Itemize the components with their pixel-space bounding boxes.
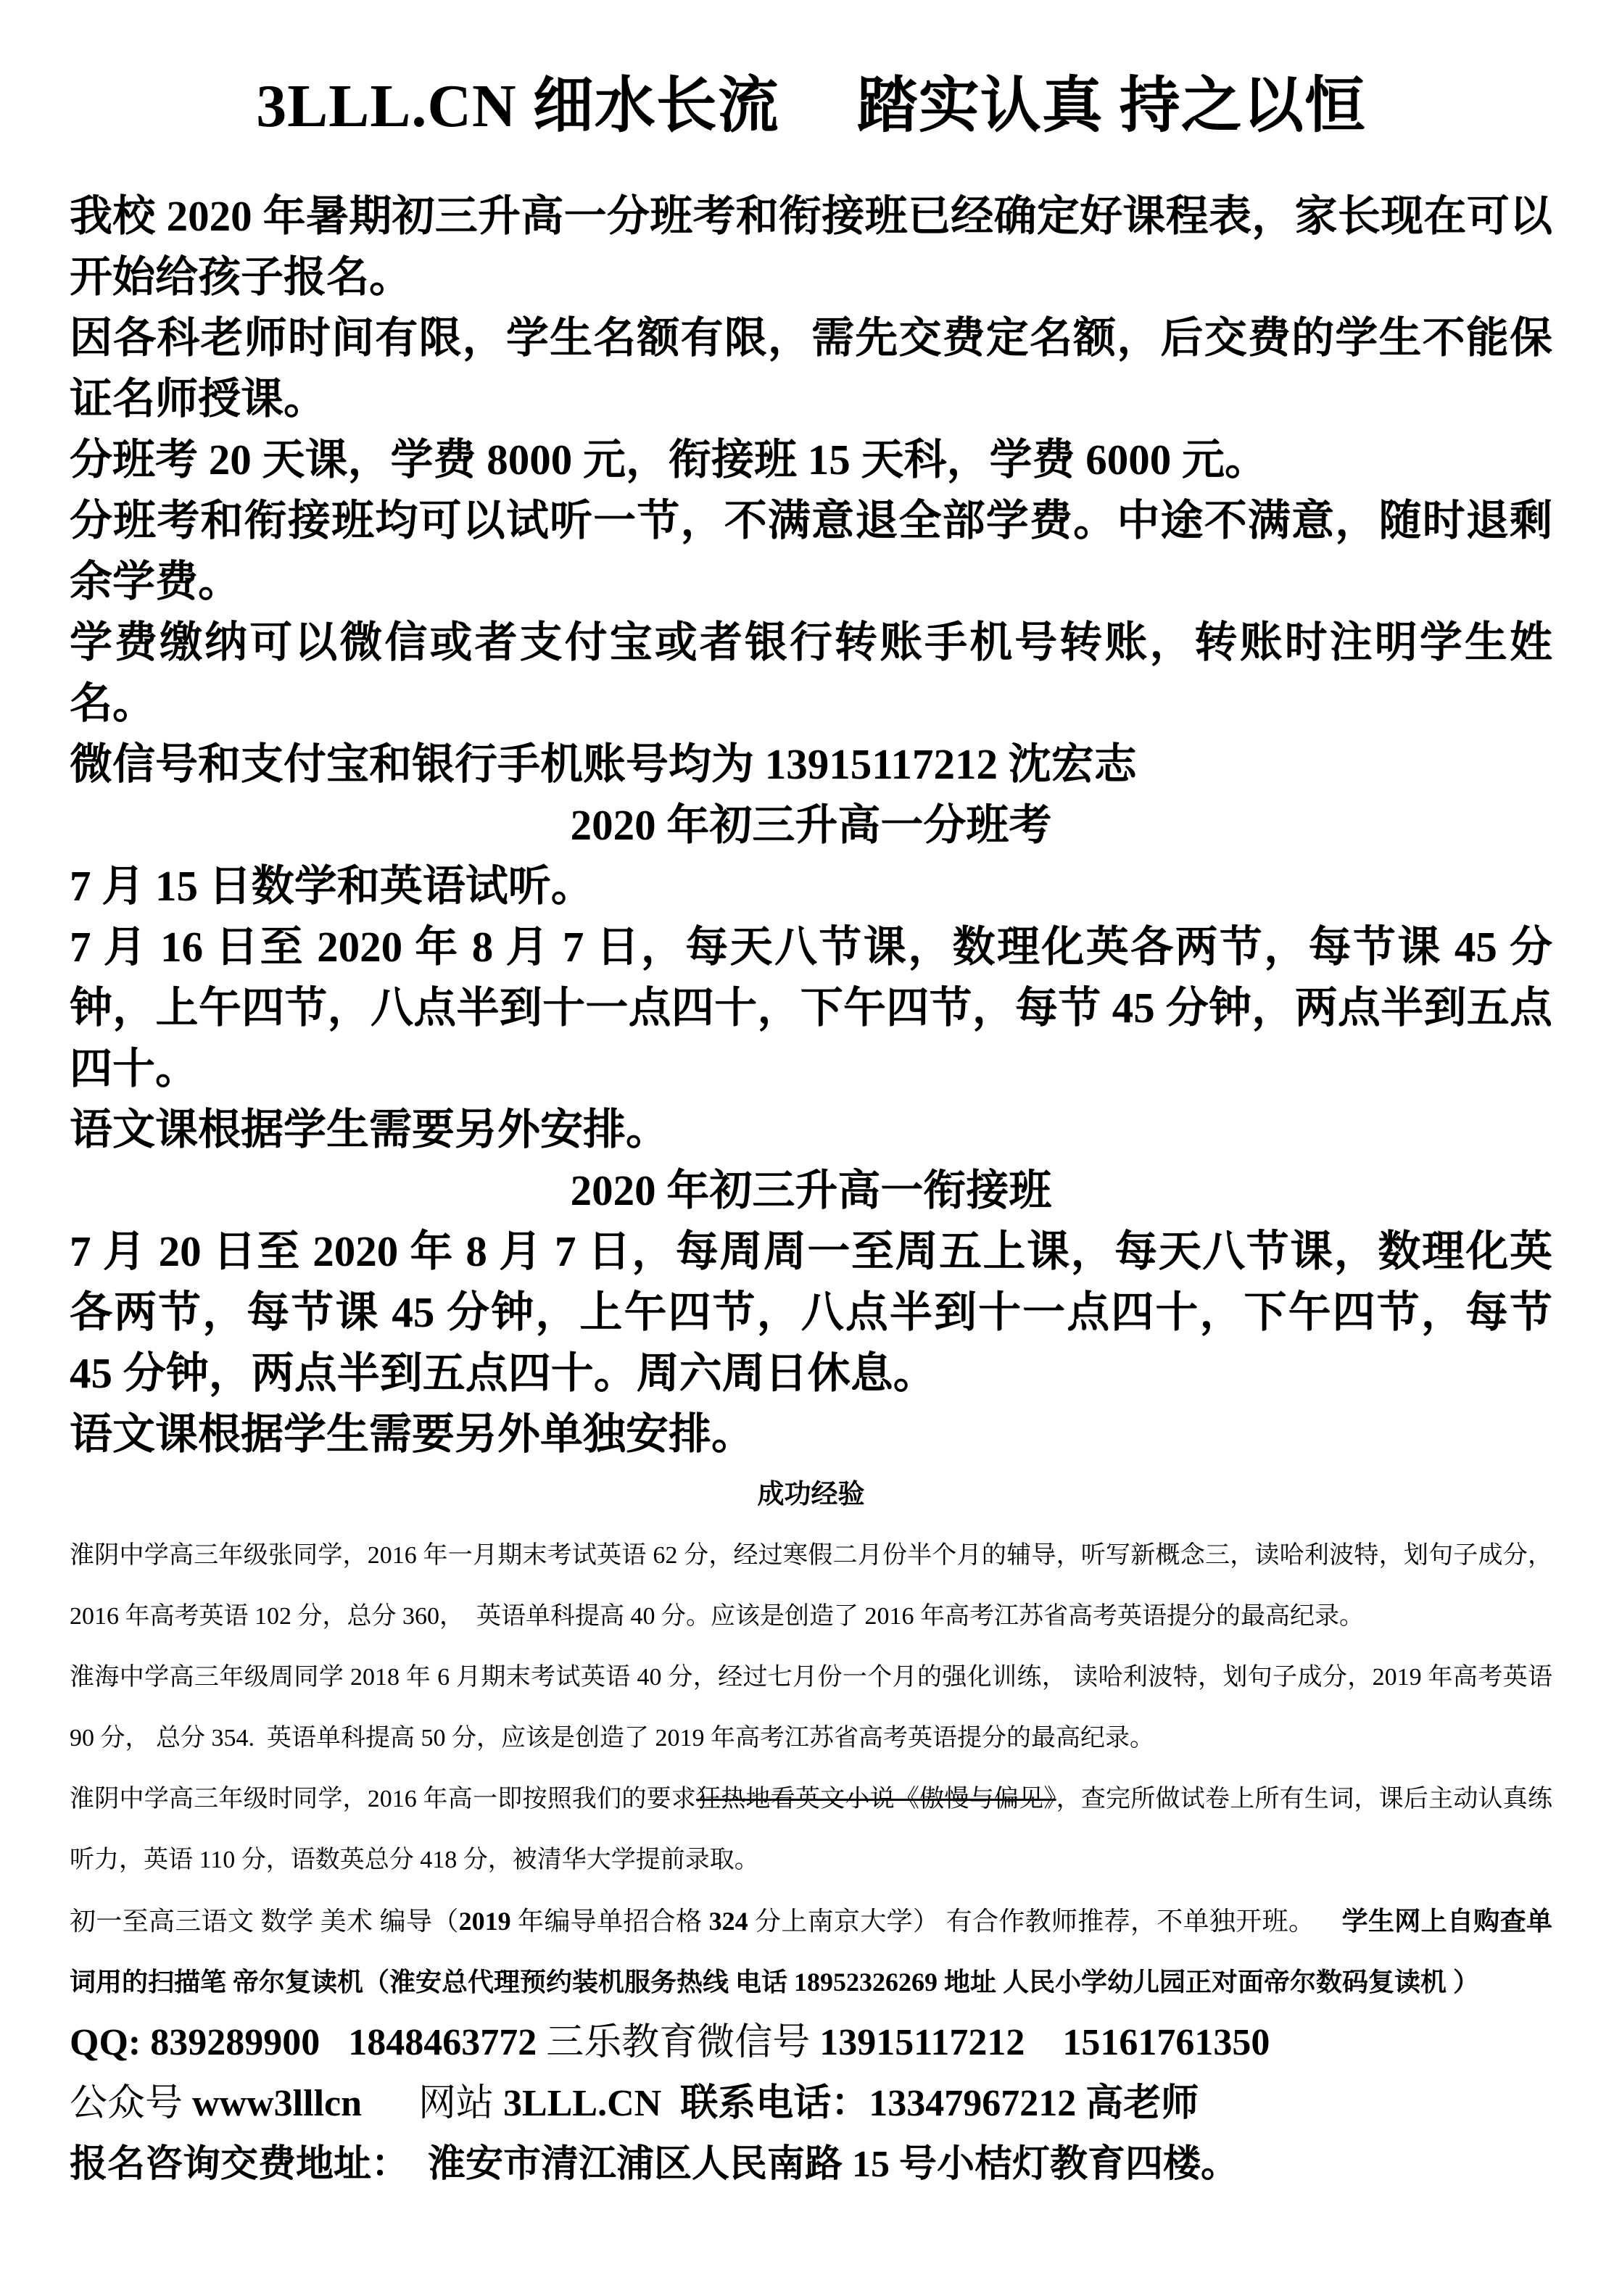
courses-score-number: 324	[708, 1907, 748, 1936]
website-value: 3LLL.CN	[503, 2083, 662, 2124]
placement-exam-paragraph-1: 7 月 15 日数学和英语试听。	[70, 862, 594, 910]
success-story-3-strikethrough-text: 狂热地看英文小说《傲慢与偏见》	[696, 1786, 1056, 1812]
scanner-pen-notice-text: 学生网上自购查单词用的扫描笔 帝尔复读机（淮安总代理预约装机服务热线 电话 18952326269 地址 人民小学幼儿园正对面帝尔数码复读机 ）	[70, 1907, 1552, 1997]
website-label: 网站	[362, 2083, 504, 2124]
bridge-class-paragraph-2: 语文课根据学生需要另外单独安排。	[70, 1410, 755, 1458]
intro-paragraph-4: 分班考和衔接班均可以试听一节，不满意退全部学费。中途不满意，随时退剩余学费。	[70, 497, 1552, 605]
contact-phone: 联系电话：13347967212 高老师	[661, 2083, 1199, 2124]
bridge-class-heading: 2020 年初三升高一衔接班	[570, 1166, 1052, 1214]
wechat-label: 三乐教育微信号	[546, 2022, 820, 2063]
official-account-value: www3lllcn	[192, 2083, 363, 2124]
placement-exam-heading: 2020 年初三升高一分班考	[570, 801, 1052, 849]
qq-numbers: QQ: 839289900 1848463772	[70, 2022, 547, 2063]
courses-text-2: 年编导单招合格	[510, 1907, 709, 1936]
page-title: 3LLL.CN 细水长流 踏实认真 持之以恒	[256, 72, 1366, 140]
success-story-3-text-after: ，查完所做试卷上所有生词，课后主动认真练听力，英语 110 分，语数英总分 418 分，被清华大学提前录取。	[70, 1786, 1553, 1873]
official-account-label: 公众号	[70, 2083, 193, 2124]
courses-list-text: 初一至高三语文 数学 美术 编导（	[70, 1907, 459, 1936]
intro-paragraph-1: 我校 2020 年暑期初三升高一分班考和衔接班已经确定好课程表，家长现在可以开始给孩子报名。	[70, 192, 1552, 301]
courses-offered-paragraph	[70, 1891, 1552, 2013]
qq-contact-line	[70, 2013, 1552, 2073]
placement-exam-paragraph-2: 7 月 16 日至 2020 年 8 月 7 日，每天八节课，数理化英各两节，每节课 45 分钟，上午四节，八点半到十一点四十，下午四节，每节 45 分钟，两点半到五点四十。	[70, 923, 1552, 1093]
intro-paragraph-2: 因各科老师时间有限，学生名额有限，需先交费定名额，后交费的学生不能保证名师授课。	[70, 314, 1552, 423]
success-story-3-text: 淮阴中学高三年级时同学，2016 年高一即按照我们的要求	[70, 1786, 697, 1812]
courses-text-3: 分上南京大学） 有合作教师推荐，不单独开班。	[748, 1907, 1342, 1936]
courses-year-number: 2019	[458, 1907, 511, 1936]
intro-paragraph-3: 分班考 20 天课，学费 8000 元，衔接班 15 天科，学费 6000 元。	[70, 436, 1268, 484]
success-story-1: 淮阴中学高三年级张同学，2016 年一月期末考试英语 62 分，经过寒假二月份半个月的辅导，听写新概念三，读哈利波特，划句子成分，2016 年高考英语 102 分，总分 360， 英语单科提高 40 分。应该是创造了 2016 年高考江苏省高考英语提分的最高纪录。	[70, 1542, 1552, 1630]
bridge-class-paragraph-1: 7 月 20 日至 2020 年 8 月 7 日，每周周一至周五上课，每天八节课，数理化英各两节，每节课 45 分钟，上午四节，八点半到十一点四十，下午四节，每节 45 分钟，两点半到五点四十。周六周日休息。	[70, 1227, 1563, 1397]
success-story-3	[70, 1769, 1552, 1891]
placement-exam-paragraph-3: 语文课根据学生需要另外安排。	[70, 1106, 669, 1153]
intro-paragraph-5: 学费缴纳可以微信或者支付宝或者银行转账手机号转账，转账时注明学生姓名。	[70, 618, 1552, 727]
wechat-numbers: 13915117212 15161761350	[819, 2022, 1270, 2063]
success-story-2: 淮海中学高三年级周同学 2018 年 6 月期末考试英语 40 分，经过七月份一个月的强化训练， 读哈利波特，划句子成分，2019 年高考英语 90 分， 总分 354. 英语单科提高 50 分，应该是创造了 2019 年高考江苏省高考英语提分的最高纪录。	[70, 1664, 1559, 1752]
official-account-line	[70, 2073, 1552, 2134]
intro-paragraph-6: 微信号和支付宝和银行手机账号均为 13915117212 沈宏志	[70, 740, 1137, 788]
success-stories-heading: 成功经验	[757, 1480, 865, 1509]
registration-address-line: 报名咨询交费地址： 淮安市清江浦区人民南路 15 号小桔灯教育四楼。	[70, 2144, 1239, 2185]
